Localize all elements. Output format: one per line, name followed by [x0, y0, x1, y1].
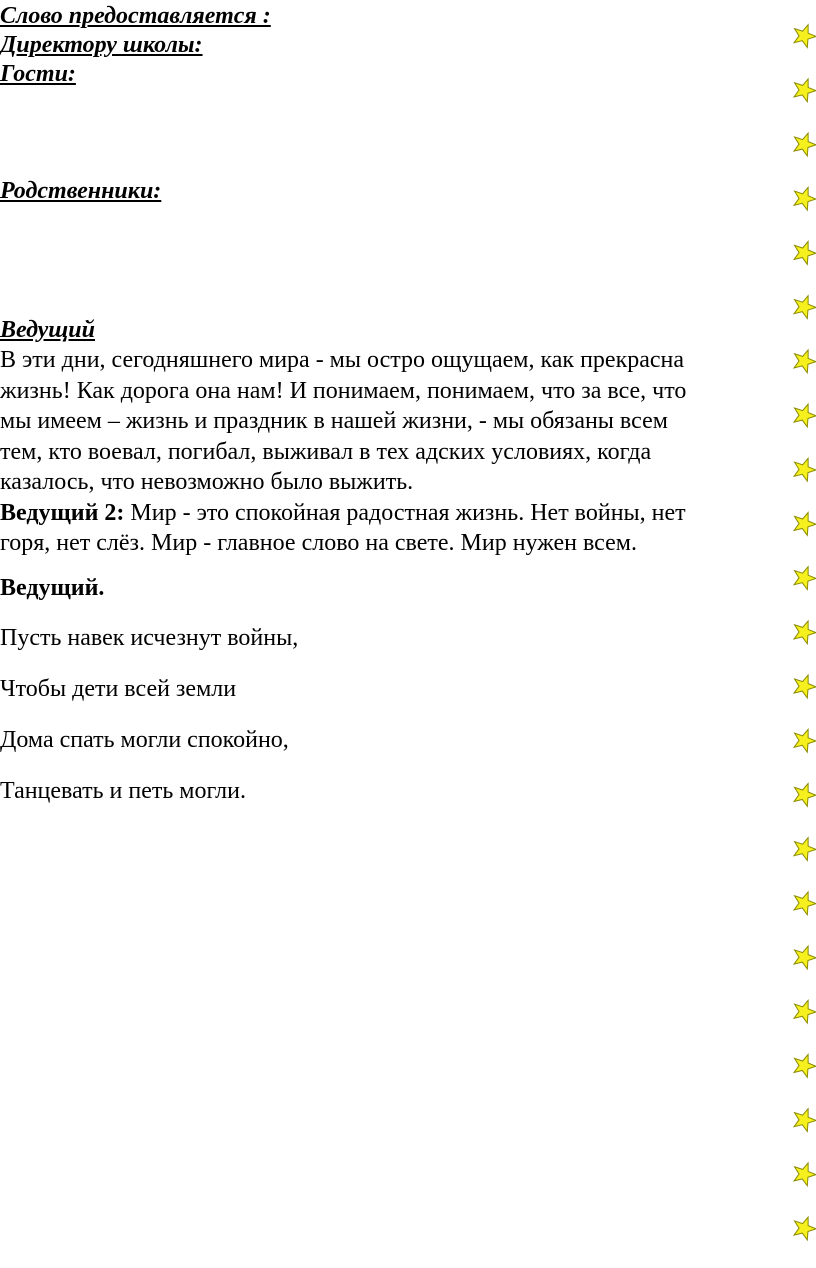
host-poem-label: Ведущий.	[0, 574, 105, 601]
host2-paragraph	[0, 498, 800, 559]
guests-blank-space	[0, 89, 800, 177]
star-icon	[794, 187, 816, 210]
paragraph-line: тем, кто воевал, погибал, выживал в тех адских условиях, когда	[0, 438, 652, 465]
star-icon	[794, 404, 816, 427]
star-icon	[794, 296, 816, 319]
star-icon	[794, 242, 816, 265]
poem-line: Чтобы дети всей земли	[0, 675, 237, 702]
relatives-blank-space	[0, 206, 800, 316]
star-icon	[794, 946, 816, 969]
poem-line: Танцевать и петь могли.	[0, 777, 246, 804]
star-icon	[794, 675, 816, 698]
star-icon	[794, 458, 816, 481]
star-icon	[794, 350, 816, 373]
star-border	[790, 0, 816, 1268]
star-icon	[794, 1055, 816, 1078]
speaker-intro-heading: Слово предоставляется :	[0, 3, 271, 29]
star-icon	[794, 621, 816, 644]
poem-line: Дома спать могли спокойно,	[0, 726, 289, 753]
relatives-heading: Родственники:	[0, 178, 162, 204]
host2-second-line: горя, нет слёз. Мир - главное слово на свете. Мир нужен всем.	[0, 530, 637, 556]
paragraph-line: казалось, что невозможно было выжить.	[0, 469, 414, 495]
star-icon	[794, 892, 816, 915]
host-heading: Ведущий	[0, 317, 95, 343]
paragraph-line: В эти дни, сегодняшнего мира - мы остро ощущаем, как прекрасна	[0, 347, 685, 373]
host2-label: Ведущий 2:	[0, 499, 125, 526]
star-icon	[794, 1109, 816, 1132]
paragraph-line: жизнь! Как дорога она нам! И понимаем, понимаем, что за все, что	[0, 377, 687, 404]
star-icon	[794, 25, 816, 48]
star-icon	[794, 513, 816, 536]
star-icon	[794, 1163, 816, 1186]
star-icon	[794, 784, 816, 807]
host2-first-line	[0, 498, 800, 529]
guests-heading: Гости:	[0, 61, 76, 87]
star-icon	[794, 133, 816, 156]
host-paragraph	[0, 345, 800, 498]
star-icon	[794, 567, 816, 590]
star-icon	[794, 1000, 816, 1023]
star-icon	[794, 1217, 816, 1240]
host2-text: Мир - это спокойная радостная жизнь. Нет войны, нет	[124, 499, 686, 526]
star-icon	[794, 79, 816, 102]
star-icon	[794, 838, 816, 861]
star-icon	[794, 729, 816, 752]
poem	[0, 623, 800, 806]
paragraph-line: мы имеем – жизнь и праздник в нашей жизни, - мы обязаны всем	[0, 408, 668, 434]
poem-line: Пусть навек исчезнут войны,	[0, 624, 299, 651]
director-heading: Директору школы:	[0, 32, 203, 58]
